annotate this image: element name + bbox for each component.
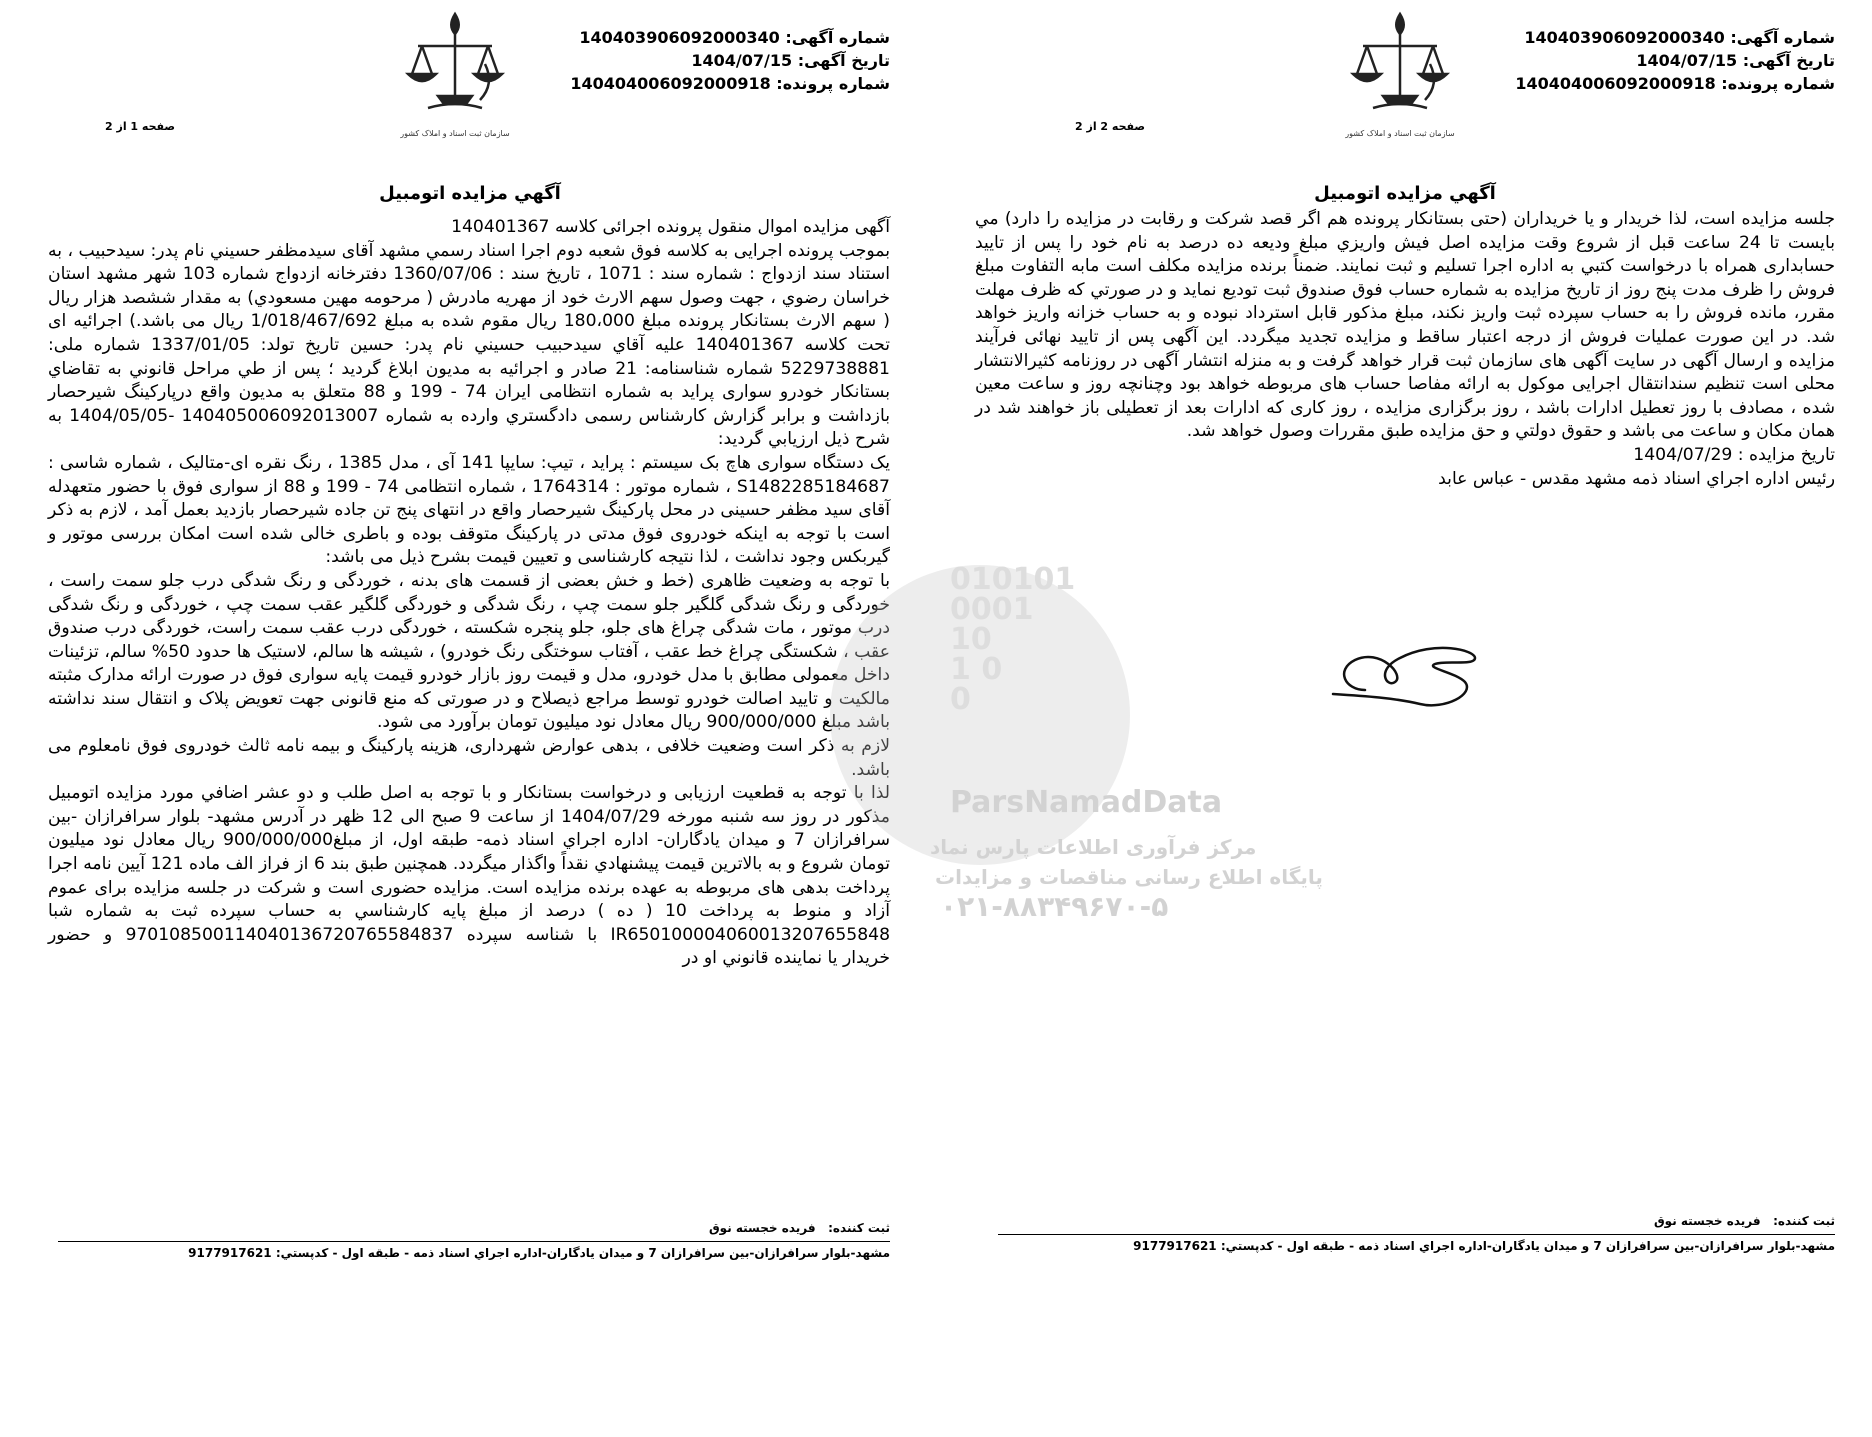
- watermark-line: مرکز فرآوری اطلاعات پارس نماد: [930, 835, 1257, 859]
- paragraph: با توجه به وضعیت ظاهری (خط و خش بعضی از قسمت های بدنه ، خوردگی و رنگ شدگی درب جلو سمت راست ، خوردگی و رنگ شدگی گلگیر جلو سمت چپ ، رنگ شدگی و خوردگی گلگیر عقب سمت چپ ، خوردگی و رنگ شدگی درب موتور ، مات شدگی چراغ های جلو، جلو پنجره شکسته ، خوردگی درب عقب سمت راست، خوردگی درب صندوق عقب ، شکستگی چراغ خط عقب ، آفتاب سوختگی رنگ خودرو) ، شیشه ها سالم، لاستیک ها حدود 50% سالم، تزئینات داخل معمولی مطابق با مدل خودرو، مدل و قیمت روز بازار خودرو قیمت پایه سواری فوق در صورت ارائه مدارک مثبته مالکیت و تایید اصالت خودرو توسط مراجع ذیصلاح و در صورتی که منع قانونی جهت تعویض پلاک و انتقال سند نداشته باشد مبلغ 900/000/000 ریال معادل نود میلیون تومان برآورد می شود.: [48, 570, 890, 733]
- notice-body: [48, 216, 890, 971]
- emblem-caption: سازمان ثبت اسناد و املاک کشور: [400, 129, 510, 138]
- watermark-digit-row: 010101: [950, 562, 1076, 597]
- footer-divider: [58, 1241, 890, 1242]
- recorder: [709, 1221, 890, 1235]
- judiciary-emblem-icon: [1345, 4, 1455, 144]
- case-number-label: شماره پرونده:: [1721, 74, 1835, 93]
- footer-address: مشهد-بلوار سرافرازان-بين سرافرازان 7 و ميدان يادگاران-اداره اجراي اسناد ذمه - طبقه اول - کدپستي: 9177917621: [1133, 1239, 1835, 1253]
- case-number-label: شماره پرونده:: [776, 74, 890, 93]
- page-number: صفحه 1 از 2: [105, 120, 176, 133]
- ad-date: 1404/07/15: [691, 51, 793, 70]
- case-number: 140404006092000918: [570, 74, 771, 93]
- watermark-brand: ParsNamadData: [950, 785, 1223, 820]
- paragraph: بموجب پرونده اجرایی به کلاسه فوق شعبه دوم اجرا اسناد رسمي مشهد آقای سیدمظفر حسيني نام پدر: سیدحبیب ، به استناد سند ازدواج : شماره سند : 1071 ، تاریخ سند : 1360/07/06 دفترخانه ازدواج شماره 103 شهر مشهد استان خراسان رضوي ، جهت وصول سهم الارث خود از مهریه مادرش ( مرحومه مهين مسعودي) به مقدار ششصد هزار ریال ( سهم الارث بستانکار پرونده مبلغ 180،000 ريال مقوم شده به مبلغ 1/018/467/692 ریال می باشد.) اجرائیه ای تحت کلاسه 140401367 علیه آقاي سیدحبیب حسيني نام پدر: حسین تاریخ تولد: 1337/01/05 شماره ملی: 5229738881 شماره شناسنامه: 21 صادر و اجرائیه به مدیون ابلاغ گردید ؛ پس از طي مراحل قانوني به تقاضاي بستانکار خودرو سواری پراید به شماره انتظامی ایران 74 - 199 و 88 متعلق به مدیون واقع درپارکینگ شیرحصار بازداشت و برابر گزارش کارشناس رسمی دادگستري وارده به شماره 140405006092013007 -1404/05/05 به شرح ذیل ارزیابي گردید:: [48, 240, 891, 450]
- ad-number-label: شماره آگهی:: [1730, 28, 1835, 47]
- watermark-digit-row: 0: [950, 682, 971, 717]
- ad-number-label: شماره آگهی:: [785, 28, 890, 47]
- ad-date: 1404/07/15: [1636, 51, 1738, 70]
- watermark-digit-row: 10: [950, 622, 992, 657]
- paragraph: لذا با توجه به قطعیت ارزیابی و درخواست بستانکار و با توجه به اصل طلب و دو عشر اضافي مورد مزایده اتومبیل مذکور در روز سه شنبه مورخه 1404/07/29 از ساعت 9 صبح الی 12 ظهر در آدرس مشهد- بلوار سرافرازان -بین سرافرازان 7 و میدان یادگاران- اداره اجراي اسناد ذمه- طبقه اول، از مبلغ900/000/000 ریال معادل نود میلیون تومان شروع و به بالاترین قیمت پیشنهادي نقداً واگذار میگردد. همچنین طبق بند 6 از فراز الف ماده 121 آیین نامه اجرا پرداخت بدهی های مربوطه به عهده برنده مزایده است. مزایده حضوری است و شرکت در جلسه مزایده برای عموم آزاد و منوط به پرداخت 10 ( ده ) درصد از مبلغ پایه کارشناسي به حساب سپرده ثبت به شماره شبا IR650100004060013207655848 با شناسه سپرده 970108500114040136720765584837 و حضور خریدار یا نماینده قانوني او در: [48, 783, 891, 969]
- page-title: آگهي مزايده اتومبيل: [379, 183, 561, 204]
- ad-date-label: تاریخ آگهی:: [1742, 51, 1835, 70]
- watermark-phone: ۰۲۱-۸۸۳۴۹۶۷۰-۵: [940, 890, 1169, 923]
- paragraph: جلسه مزایده است، لذا خریدار و یا خریداران (حتی بستانکار پرونده هم اگر قصد شرکت و رقابت در مزایده را دارد) مي بایست تا 24 ساعت قبل از شروع وقت مزایده اصل فیش واریزي مبلغ ودیعه ده درصد به نام خود را پس از تایید حسابداری همراه با درخواست کتبي به اداره اجرا تسلیم و ثبت نمایند. ضمناً برنده مزایده مکلف است مابه التفاوت مبلغ فروش را ظرف مدت پنج روز از تاریخ مزایده به شماره حساب فوق صندوق ثبت توديع نمايد و در صورتي كه ظرف مهلت مقرر، مانده فروش را به حساب سپرده ثبت واريز نكند، مبلغ مذکور قابل استرداد نبوده و به حساب خزانه واریز خواهد شد. در این صورت عملیات فروش از درجه اعتبار ساقط و مزایده تجدید میگردد. این آگهی پس از تایید نهائی فرآیند مزایده و ارسال آگهی در سایت آگهی های سازمان ثبت قرار خواهد گرفت و به منزله انتشار آگهی در روزنامه کثیرالانتشار محلی است تنظیم سندانتقال اجرایی موکول به ارائه مفاصا حساب های مربوطه خواهد بود وچنانچه روز و ساعت معین شده ، مصادف با روز تعطیل ادارات باشد ، روز برگزاری مزایده ، روز کاری که ادارات بعد از تعطیلی باز خواهند شد در همان مکان و ساعت می باشد و حقوق دولتي و حق مزایده طبق مقررات وصول خواهد شد.: [975, 209, 1835, 442]
- watermark-line: پایگاه اطلاع رسانی مناقصات و مزایدات: [935, 865, 1323, 889]
- recorder-label: ثبت کننده:: [1773, 1214, 1835, 1228]
- recorder-name: فریده خجسته نوق: [1653, 1214, 1761, 1228]
- notice-page-1: [40, 0, 900, 1437]
- page-title: آگهي مزايده اتومبيل: [1314, 183, 1496, 204]
- notice-body: [975, 208, 1835, 491]
- auction-date: تاریخ مزایده : 1404/07/29: [1633, 444, 1835, 465]
- case-number: 140404006092000918: [1515, 74, 1716, 93]
- ad-date-label: تاریخ آگهی:: [797, 51, 890, 70]
- notice-meta: [570, 26, 890, 95]
- emblem-caption: سازمان ثبت اسناد و املاک کشور: [1345, 129, 1455, 138]
- watermark-digit-row: 0001: [950, 592, 1034, 627]
- official-signatory: رئیس اداره اجراي اسناد ذمه مشهد مقدس - عباس عابد: [1438, 468, 1835, 489]
- notice-page-2: [965, 0, 1845, 1437]
- page-number: صفحه 2 از 2: [1075, 120, 1146, 133]
- footer-divider: [998, 1234, 1835, 1235]
- paragraph: آگهی مزایده اموال منقول پرونده اجرائی کلاسه 140401367: [451, 217, 890, 237]
- notice-meta: [1515, 26, 1835, 95]
- judiciary-emblem-icon: [400, 4, 510, 144]
- footer-address: مشهد-بلوار سرافرازان-بين سرافرازان 7 و ميدان يادگاران-اداره اجراي اسناد ذمه - طبقه اول - کدپستي: 9177917621: [188, 1246, 890, 1260]
- recorder: [1654, 1214, 1835, 1228]
- watermark-digit-row: 1 0: [950, 652, 1003, 687]
- recorder-label: ثبت کننده:: [828, 1221, 890, 1235]
- ad-number: 140403906092000340: [1524, 28, 1725, 47]
- signature-icon: [1325, 620, 1505, 730]
- paragraph: یک دستگاه سواری هاچ بک سیستم : پراید ، تیپ: سایپا 141 آی ، مدل 1385 ، رنگ نقره ای-متالیک ، شماره شاسی : S1482285184687 ، شماره موتور : 1764314 ، شماره انتظامی 74 - 199 و 88 از سواری فوق با حضور متعهدله آقای سید مظفر حسینی در محل پارکینگ شیرحصار واقع در انتهای پنج تن جاده شیرحصار بازدید بعمل آمد ، لازم به ذکر است با توجه به اینکه خودروی فوق مدتی در پارکینگ متوقف بوده و باطری خالی شده است امکان بررسی موتور و گیربکس وجود نداشت ، لذا نتیجه کارشناسی و تعیین قیمت بشرح ذیل می باشد:: [48, 452, 890, 568]
- ad-number: 140403906092000340: [579, 28, 780, 47]
- paragraph: لازم به ذکر است وضعیت خلافی ، بدهی عوارض شهرداری، هزینه پارکینگ و بیمه نامه ثالث خودروی فوق نامعلوم می باشد.: [48, 736, 890, 780]
- recorder-name: فریده خجسته نوق: [708, 1221, 816, 1235]
